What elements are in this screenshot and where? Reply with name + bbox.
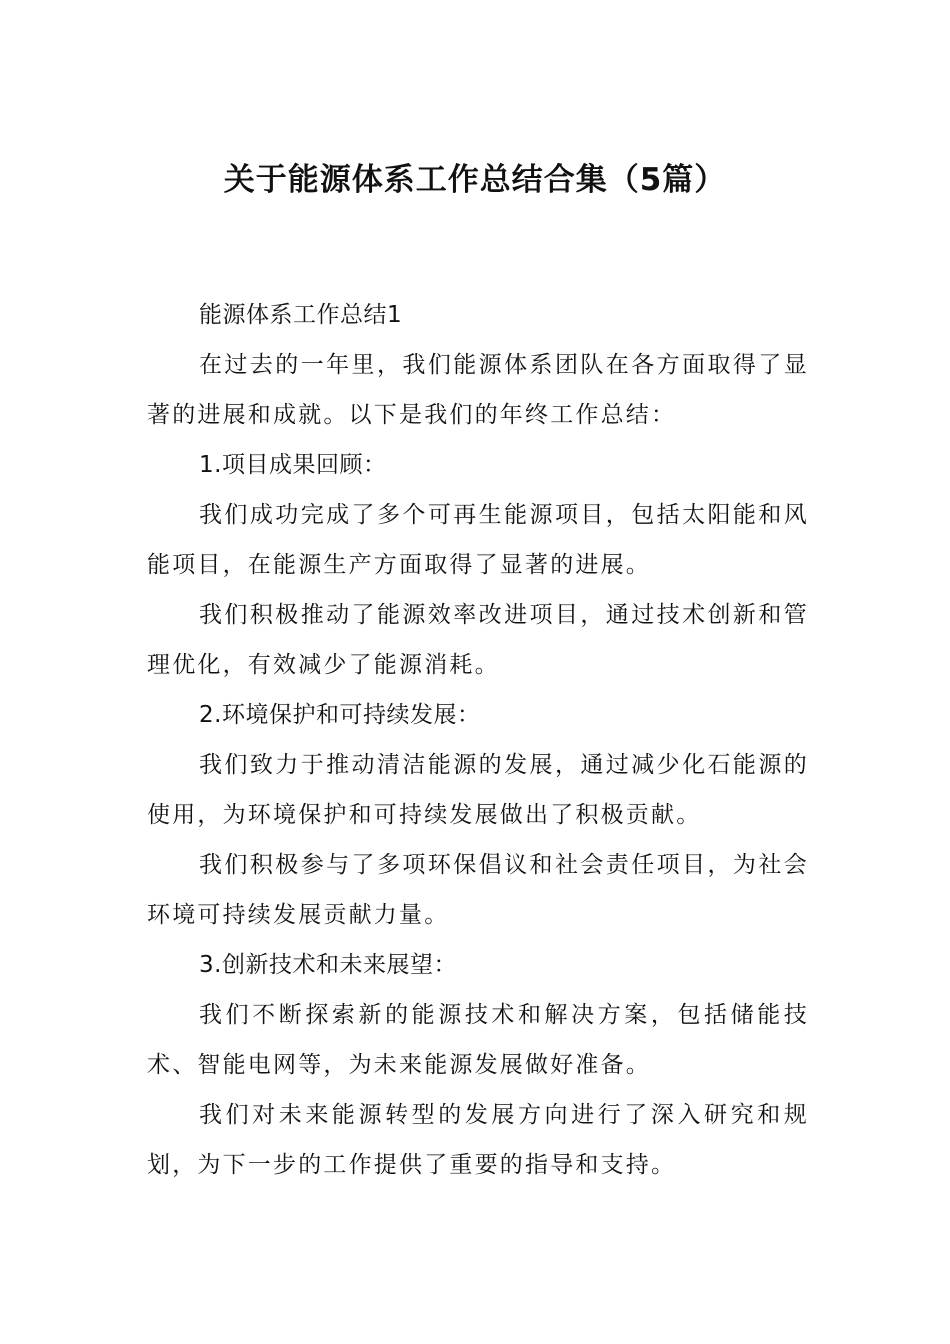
paragraph: 我们不断探索新的能源技术和解决方案，包括储能技术、智能电网等，为未来能源发展做好准备。: [147, 1002, 809, 1078]
subsection-heading: 3.创新技术和未来展望：: [199, 952, 457, 978]
paragraph: 我们致力于推动清洁能源的发展，通过减少化石能源的使用，为环境保护和可持续发展做出了积极贡献。: [147, 752, 809, 828]
document-body: [147, 290, 809, 1190]
paragraph: 我们成功完成了多个可再生能源项目，包括太阳能和风能项目，在能源生产方面取得了显著的进展。: [147, 502, 809, 578]
paragraph: 在过去的一年里，我们能源体系团队在各方面取得了显著的进展和成就。以下是我们的年终工作总结：: [147, 352, 809, 428]
document-title: 关于能源体系工作总结合集（5篇）: [223, 162, 727, 198]
paragraph: 我们对未来能源转型的发展方向进行了深入研究和规划，为下一步的工作提供了重要的指导和支持。: [147, 1102, 809, 1178]
subsection-heading: 2.环境保护和可持续发展：: [199, 702, 481, 728]
paragraph: 我们积极推动了能源效率改进项目，通过技术创新和管理优化，有效减少了能源消耗。: [147, 602, 809, 678]
section-heading: 能源体系工作总结1: [199, 302, 403, 328]
paragraph: 我们积极参与了多项环保倡议和社会责任项目，为社会环境可持续发展贡献力量。: [147, 852, 809, 928]
subsection-heading: 1.项目成果回顾：: [199, 452, 387, 478]
